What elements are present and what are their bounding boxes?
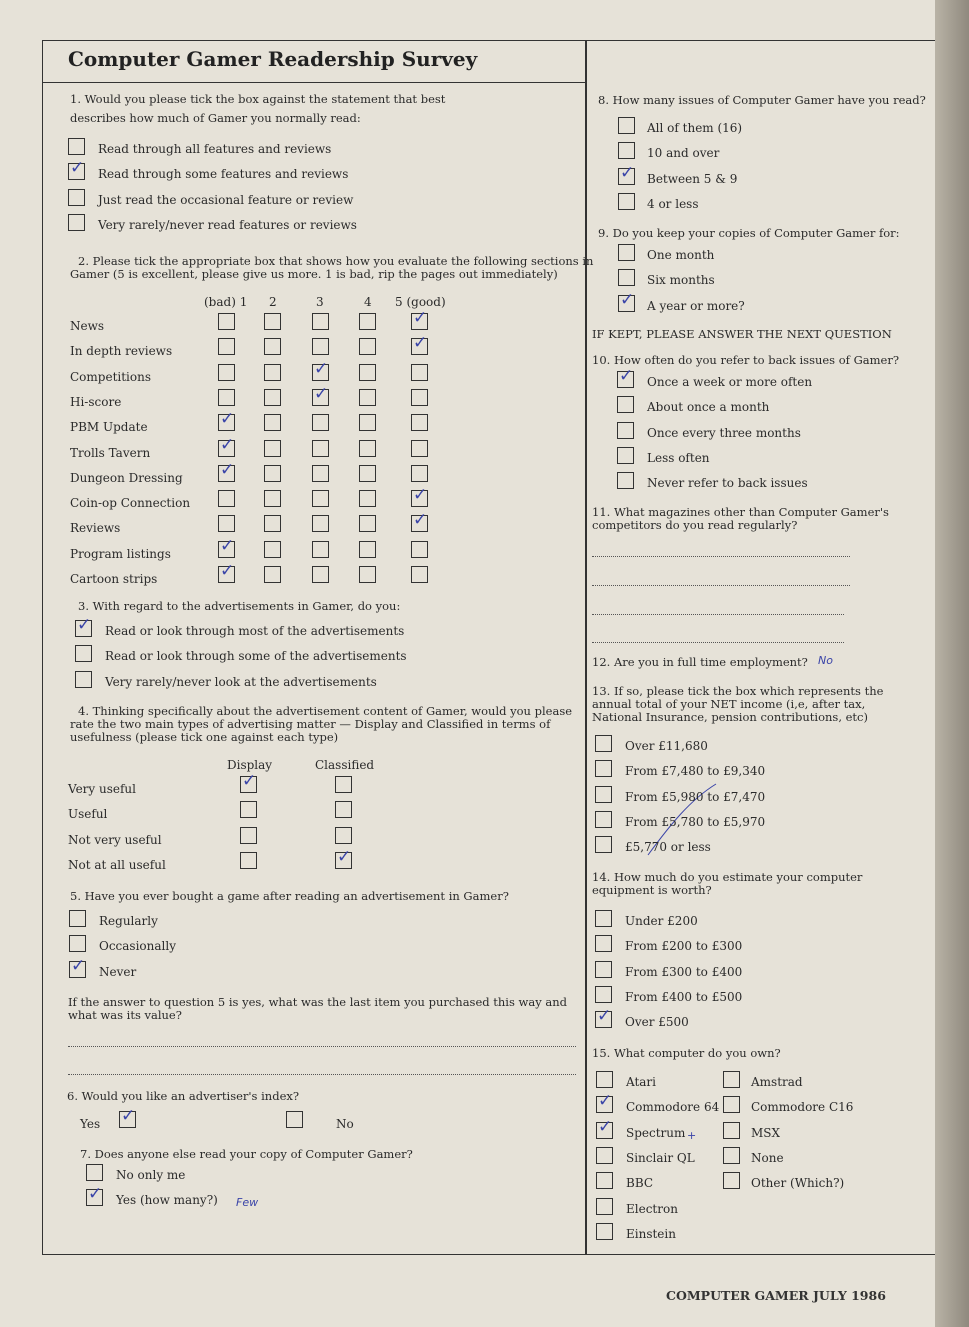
q14-label-5: Over £500 — [625, 1015, 689, 1030]
q1-text-1: 1. Would you please tick the box against the statement that best — [70, 92, 446, 106]
q13-label-3: From £5,980 to £7,470 — [625, 789, 766, 804]
q8-checkbox-2[interactable] — [618, 142, 635, 159]
q2-rating-checkbox[interactable] — [359, 515, 376, 532]
q5-answer-line-1[interactable] — [68, 1046, 576, 1047]
q10-checkbox-4[interactable] — [617, 447, 634, 464]
q15-right-label-1: Amstrad — [751, 1075, 803, 1089]
q3-label-3: Very rarely/never look at the advertisements — [105, 674, 377, 689]
q4-classified-checkbox[interactable] — [335, 801, 352, 818]
q4-text-1: 4. Thinking specifically about the advertisement content of Gamer, would you please — [78, 704, 573, 718]
q15-left-checkbox-4[interactable] — [596, 1147, 613, 1164]
q2-rating-checkbox[interactable] — [411, 566, 428, 583]
q2-rating-checkbox[interactable] — [312, 465, 329, 482]
q2-row-label: Program listings — [70, 546, 171, 561]
q2-rating-checkbox[interactable] — [411, 389, 428, 406]
q2-rating-checkbox[interactable] — [312, 440, 329, 457]
q15-left-checkbox-2[interactable] — [596, 1096, 613, 1113]
q1-checkbox-1[interactable] — [68, 138, 85, 155]
q4-row-label: Very useful — [68, 782, 136, 796]
q7-handwritten-answer: Few — [236, 1196, 259, 1209]
q2-rating-checkbox[interactable] — [218, 313, 235, 330]
q10-checkbox-3[interactable] — [617, 422, 634, 439]
q2-header-2: 2 — [269, 295, 277, 309]
q2-row-label: Trolls Tavern — [70, 445, 151, 460]
q10-label-1: Once a week or more often — [647, 375, 813, 389]
q13-checkbox-4[interactable] — [595, 811, 612, 828]
q13-text-2: annual total of your NET income (i,e, after tax, — [592, 697, 866, 711]
q10-checkbox-1[interactable] — [617, 371, 634, 388]
q9-checkbox-3[interactable] — [618, 295, 635, 312]
q2-rating-checkbox[interactable] — [264, 490, 281, 507]
q4-col-classified: Classified — [315, 758, 375, 772]
q2-rating-checkbox[interactable] — [218, 389, 235, 406]
q5-text: 5. Have you ever bought a game after reading an advertisement in Gamer? — [70, 889, 509, 903]
q2-header-3: 3 — [316, 295, 324, 309]
q4-text-3: usefulness (please tick one against each type) — [70, 730, 339, 744]
q4-display-checkbox[interactable] — [240, 827, 257, 844]
q2-rating-checkbox[interactable] — [264, 313, 281, 330]
q15-right-checkbox-3[interactable] — [723, 1122, 740, 1139]
q3-checkbox-1[interactable] — [75, 620, 92, 637]
q9-label-3: A year or more? — [647, 298, 745, 313]
q5-checkbox-3[interactable] — [69, 961, 86, 978]
q8-label-1: All of them (16) — [647, 121, 743, 135]
q2-rating-checkbox[interactable] — [264, 364, 281, 381]
q3-checkbox-3[interactable] — [75, 671, 92, 688]
q14-checkbox-3[interactable] — [595, 961, 612, 978]
q4-col-display: Display — [227, 758, 273, 772]
q15-text: 15. What computer do you own? — [592, 1046, 781, 1060]
q1-checkbox-3[interactable] — [68, 189, 85, 206]
q2-rating-checkbox[interactable] — [359, 440, 376, 457]
q15-left-label-5: BBC — [626, 1176, 654, 1191]
q15-left-checkbox-5[interactable] — [596, 1172, 613, 1189]
q15-left-label-7: Einstein — [626, 1226, 676, 1241]
q2-text-1: 2. Please tick the appropriate box that shows how you evaluate the following sections in — [78, 254, 594, 268]
page-footer: COMPUTER GAMER JULY 1986 — [666, 1288, 886, 1303]
q2-rating-checkbox[interactable] — [359, 490, 376, 507]
q13-checkbox-5[interactable] — [595, 836, 612, 853]
q2-rating-checkbox[interactable] — [411, 440, 428, 457]
q3-label-2: Read or look through some of the advertisements — [105, 649, 407, 664]
q2-rating-checkbox[interactable] — [218, 490, 235, 507]
q9-label-2: Six months — [647, 273, 715, 288]
q2-header-1: (bad) 1 — [204, 295, 248, 309]
q2-rating-checkbox[interactable] — [359, 338, 376, 355]
q14-checkbox-4[interactable] — [595, 986, 612, 1003]
q4-classified-checkbox[interactable] — [335, 827, 352, 844]
q9-text: 9. Do you keep your copies of Computer Gamer for: — [598, 226, 900, 240]
q2-rating-checkbox[interactable] — [218, 465, 235, 482]
q2-rating-checkbox[interactable] — [312, 364, 329, 381]
q14-label-4: From £400 to £500 — [625, 989, 743, 1004]
q2-rating-checkbox[interactable] — [218, 440, 235, 457]
q2-rating-checkbox[interactable] — [411, 465, 428, 482]
q15-right-checkbox-1[interactable] — [723, 1071, 740, 1088]
q11-answer-line-4[interactable] — [592, 642, 844, 643]
q6-no-checkbox[interactable] — [286, 1111, 303, 1128]
q13-checkbox-1[interactable] — [595, 735, 612, 752]
q1-checkbox-4[interactable] — [68, 214, 85, 231]
q14-checkbox-5[interactable] — [595, 1011, 612, 1028]
q8-checkbox-3[interactable] — [618, 168, 635, 185]
q12-text: 12. Are you in full time employment? — [592, 655, 808, 669]
q2-rating-checkbox[interactable] — [411, 364, 428, 381]
q11-text-2: competitors do you read regularly? — [592, 518, 798, 532]
q4-row-label: Useful — [68, 807, 108, 822]
q8-checkbox-1[interactable] — [618, 117, 635, 134]
q15-left-label-3: Spectrum — [626, 1125, 686, 1140]
q2-rating-checkbox[interactable] — [411, 338, 428, 355]
q10-text: 10. How often do you refer to back issues of Gamer? — [592, 353, 899, 367]
q11-answer-line-3[interactable] — [592, 614, 844, 615]
q2-rating-checkbox[interactable] — [264, 566, 281, 583]
q13-text-3: National Insurance, pension contributions, etc) — [592, 710, 868, 724]
q2-text-2: Gamer (5 is excellent, please give us more. 1 is bad, rip the pages out immediately) — [70, 267, 558, 281]
q2-rating-checkbox[interactable] — [411, 515, 428, 532]
q8-label-3: Between 5 & 9 — [647, 171, 738, 186]
q2-rating-checkbox[interactable] — [218, 541, 235, 558]
q2-rating-checkbox[interactable] — [312, 389, 329, 406]
q15-right-label-4: None — [751, 1150, 784, 1165]
q12-handwritten-answer: No — [818, 654, 833, 667]
q4-display-checkbox[interactable] — [240, 801, 257, 818]
q2-rating-checkbox[interactable] — [264, 465, 281, 482]
q14-checkbox-2[interactable] — [595, 935, 612, 952]
q15-right-label-5: Other (Which?) — [751, 1176, 845, 1191]
q1-text-2: describes how much of Gamer you normally read: — [70, 111, 361, 125]
q11-answer-line-2[interactable] — [592, 585, 850, 586]
q10-checkbox-2[interactable] — [617, 396, 634, 413]
q7-label-1: No only me — [116, 1168, 186, 1182]
q10-checkbox-5[interactable] — [617, 472, 634, 489]
q4-row-label: Not at all useful — [68, 857, 166, 872]
q9-checkbox-1[interactable] — [618, 244, 635, 261]
q2-row-label: PBM Update — [70, 420, 148, 435]
q1-checkbox-2[interactable] — [68, 163, 85, 180]
page-edge — [935, 0, 969, 1327]
q13-text-1: 13. If so, please tick the box which represents the — [592, 684, 884, 698]
q14-label-2: From £200 to £300 — [625, 939, 743, 954]
q10-label-3: Once every three months — [647, 425, 801, 440]
q15-spectrum-mark: + — [687, 1129, 697, 1142]
q2-row-label: Coin-op Connection — [70, 496, 191, 511]
q8-label-4: 4 or less — [647, 196, 699, 211]
q15-left-label-6: Electron — [626, 1201, 678, 1216]
q15-left-label-1: Atari — [626, 1075, 657, 1089]
q5-follow-1: If the answer to question 5 is yes, what was the last item you purchased this way and — [68, 995, 568, 1009]
q7-text: 7. Does anyone else read your copy of Computer Gamer? — [80, 1147, 413, 1161]
q2-rating-checkbox[interactable] — [218, 414, 235, 431]
q14-label-1: Under £200 — [625, 914, 698, 928]
q9-label-1: One month — [647, 248, 715, 262]
q6-yes-label: Yes — [80, 1117, 101, 1131]
q2-rating-checkbox[interactable] — [312, 414, 329, 431]
q15-left-label-2: Commodore 64 — [626, 1100, 720, 1115]
q2-rating-checkbox[interactable] — [411, 414, 428, 431]
q4-row-label: Not very useful — [68, 832, 162, 847]
q2-rating-checkbox[interactable] — [359, 414, 376, 431]
q15-left-label-4: Sinclair QL — [626, 1150, 695, 1165]
q4-classified-checkbox[interactable] — [335, 776, 352, 793]
q2-row-label: News — [70, 319, 105, 333]
q13-label-5: £5,770 or less — [625, 840, 711, 855]
q15-right-checkbox-4[interactable] — [723, 1147, 740, 1164]
q13-label-1: Over £11,680 — [625, 739, 708, 753]
q15-left-checkbox-7[interactable] — [596, 1223, 613, 1240]
q7-checkbox-2[interactable] — [86, 1189, 103, 1206]
q2-rating-checkbox[interactable] — [264, 338, 281, 355]
q2-rating-checkbox[interactable] — [218, 364, 235, 381]
q1-label-1: Read through all features and reviews — [98, 142, 332, 156]
q5-checkbox-1[interactable] — [69, 910, 86, 927]
q2-rating-checkbox[interactable] — [359, 566, 376, 583]
q2-rating-checkbox[interactable] — [264, 515, 281, 532]
q2-rating-checkbox[interactable] — [312, 515, 329, 532]
q2-rating-checkbox[interactable] — [411, 541, 428, 558]
q5-checkbox-2[interactable] — [69, 935, 86, 952]
q2-header-5: 5 (good) — [395, 295, 446, 309]
q9-checkbox-2[interactable] — [618, 269, 635, 286]
q2-rating-checkbox[interactable] — [264, 440, 281, 457]
q2-rating-checkbox[interactable] — [312, 541, 329, 558]
q2-rating-checkbox[interactable] — [359, 313, 376, 330]
q3-label-1: Read or look through most of the advertisements — [105, 624, 405, 638]
q2-row-label: In depth reviews — [70, 344, 173, 359]
q15-right-label-2: Commodore C16 — [751, 1100, 854, 1115]
q5-label-1: Regularly — [99, 914, 158, 928]
q2-rating-checkbox[interactable] — [312, 313, 329, 330]
q11-text-1: 11. What magazines other than Computer Gamer's — [592, 505, 889, 519]
q2-rating-checkbox[interactable] — [312, 566, 329, 583]
q1-label-3: Just read the occasional feature or review — [98, 192, 354, 207]
q4-display-checkbox[interactable] — [240, 776, 257, 793]
q2-rating-checkbox[interactable] — [218, 515, 235, 532]
q3-text: 3. With regard to the advertisements in Gamer, do you: — [78, 599, 401, 613]
q2-rating-checkbox[interactable] — [218, 338, 235, 355]
survey-title: Computer Gamer Readership Survey — [68, 47, 478, 71]
q10-label-4: Less often — [647, 450, 710, 465]
q13-checkbox-3[interactable] — [595, 786, 612, 803]
q4-text-2: rate the two main types of advertising matter — Display and Classified in terms of — [70, 717, 551, 731]
q5-answer-line-2[interactable] — [68, 1074, 576, 1075]
q6-no-label: No — [336, 1117, 354, 1131]
q14-checkbox-1[interactable] — [595, 910, 612, 927]
q2-rating-checkbox[interactable] — [359, 389, 376, 406]
q8-label-2: 10 and over — [647, 146, 720, 161]
q2-row-label: Cartoon strips — [70, 572, 158, 586]
q2-row-label: Competitions — [70, 369, 151, 384]
q2-rating-checkbox[interactable] — [411, 313, 428, 330]
q15-right-checkbox-2[interactable] — [723, 1096, 740, 1113]
q1-label-4: Very rarely/never read features or reviews — [98, 217, 357, 232]
q15-left-checkbox-3[interactable] — [596, 1122, 613, 1139]
q5-follow-2: what was its value? — [68, 1008, 182, 1022]
q14-text-2: equipment is worth? — [592, 883, 712, 897]
q2-rating-checkbox[interactable] — [312, 338, 329, 355]
q2-rating-checkbox[interactable] — [264, 389, 281, 406]
q2-rating-checkbox[interactable] — [264, 541, 281, 558]
q6-yes-checkbox[interactable] — [119, 1111, 136, 1128]
q7-label-2: Yes (how many?) — [116, 1193, 218, 1208]
q10-label-2: About once a month — [647, 400, 770, 415]
q8-checkbox-4[interactable] — [618, 193, 635, 210]
q5-label-2: Occasionally — [99, 939, 176, 954]
q2-rating-checkbox[interactable] — [264, 414, 281, 431]
q13-label-2: From £7,480 to £9,340 — [625, 764, 766, 779]
q2-rating-checkbox[interactable] — [359, 364, 376, 381]
q2-rating-checkbox[interactable] — [359, 541, 376, 558]
q8-text: 8. How many issues of Computer Gamer have you read? — [598, 93, 926, 107]
q4-display-checkbox[interactable] — [240, 852, 257, 869]
q3-checkbox-2[interactable] — [75, 645, 92, 662]
q4-classified-checkbox[interactable] — [335, 852, 352, 869]
q2-row-label: Dungeon Dressing — [70, 470, 183, 485]
if-kept-notice: IF KEPT, PLEASE ANSWER THE NEXT QUESTION — [592, 327, 892, 341]
q11-answer-line-1[interactable] — [592, 556, 850, 557]
q15-left-checkbox-6[interactable] — [596, 1198, 613, 1215]
q13-checkbox-2[interactable] — [595, 760, 612, 777]
q2-rating-checkbox[interactable] — [312, 490, 329, 507]
q2-row-label: Hi-score — [70, 394, 122, 409]
q5-label-3: Never — [99, 964, 137, 979]
q2-rating-checkbox[interactable] — [411, 490, 428, 507]
q14-text-1: 14. How much do you estimate your computer — [592, 870, 863, 884]
q13-label-4: From £5,780 to £5,970 — [625, 814, 766, 829]
q2-rating-checkbox[interactable] — [218, 566, 235, 583]
column-divider — [585, 40, 587, 1255]
q10-label-5: Never refer to back issues — [647, 476, 808, 491]
q14-label-3: From £300 to £400 — [625, 964, 743, 979]
q2-rating-checkbox[interactable] — [359, 465, 376, 482]
q15-right-checkbox-5[interactable] — [723, 1172, 740, 1189]
q6-text: 6. Would you like an advertiser's index? — [67, 1089, 300, 1103]
q2-row-label: Reviews — [70, 521, 121, 536]
q1-label-2: Read through some features and reviews — [98, 167, 349, 182]
q2-header-4: 4 — [364, 295, 372, 309]
q15-right-label-3: MSX — [751, 1125, 781, 1140]
q7-checkbox-1[interactable] — [86, 1164, 103, 1181]
q15-left-checkbox-1[interactable] — [596, 1071, 613, 1088]
